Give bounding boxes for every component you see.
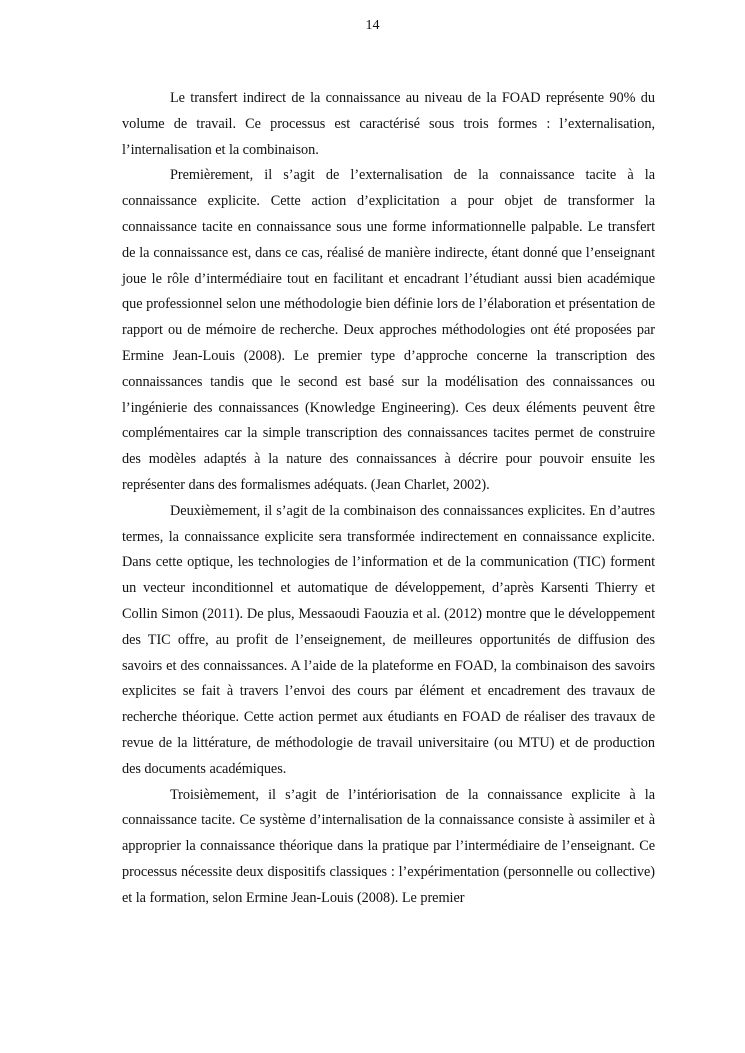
paragraph-combinaison: Deuxièmement, il s’agit de la combinaison des connaissances explicites. En d’autres termes, la connaissance explicite sera transformée indirectement en connaissance explicite. Dans cette optique, les technologies de l’information et de la communication (TIC) forment un vecteur inconditionnel et automatique de développement, d’après Karsenti Thierry et Collin Simon (2011). De plus, Messaoudi Faouzia et al. (2012) montre que le développement des TIC offre, au profit de l’enseignement, de meilleures opportunités de diffusion des savoirs et des connaissances. A l’aide de la plateforme en FOAD, la combinaison des savoirs explicites se fait à travers l’envoi des cours par élément et encadrement des travaux de recherche théorique. Cette action permet aux étudiants en FOAD de réaliser des travaux de revue de la littérature, de méthodologie de travail universitaire (ou MTU) et de production des documents académiques. — [122, 502, 655, 777]
paragraph-interiorisation: Troisièmement, il s’agit de l’intériorisation de la connaissance explicite à la connaissance tacite. Ce système d’internalisation de la connaissance consiste à assimiler et à approprier la connaissance théorique dans la pratique par l’intermédiaire de l’enseignant. Ce processus nécessite deux dispositifs classiques : l’expérimentation (personnelle ou collective) et la formation, selon Ermine Jean-Louis (2008). Le premier — [122, 786, 655, 906]
paragraph-externalisation: Premièrement, il s’agit de l’externalisation de la connaissance tacite à la connaissance explicite. Cette action d’explicitation a pour objet de transformer la connaissance tacite en connaissance sous une forme informationnelle palpable. Le transfert de la connaissance est, dans ce cas, réalisé de manière indirecte, étant donné que l’enseignant joue le rôle d’intermédiaire tout en facilitant et encadrant l’étudiant aussi bien académique que professionnel selon une méthodologie bien définie lors de l’élaboration et présentation de rapport ou de mémoire de recherche. Deux approches méthodologies ont été proposées par Ermine Jean-Louis (2008). Le premier type d’approche concerne la transcription des connaissances tandis que le second est basé sur la modélisation des connaissances ou l’ingénierie des connaissances (Knowledge Engineering). Ces deux éléments peuvent être complémentaires car la simple transcription des connaissances tacites permet de construire des modèles adaptés à la nature des connaissances à décrire pour pouvoir ensuite les représenter dans des formalismes adéquats. (Jean Charlet, 2002). — [122, 167, 655, 493]
page-number: 14 — [365, 18, 380, 33]
body-text — [122, 86, 655, 912]
paragraph-intro: Le transfert indirect de la connaissance au niveau de la FOAD représente 90% du volume de travail. Ce processus est caractérisé sous trois formes : l’externalisation, l’internalisation et la combinaison. — [122, 90, 655, 158]
